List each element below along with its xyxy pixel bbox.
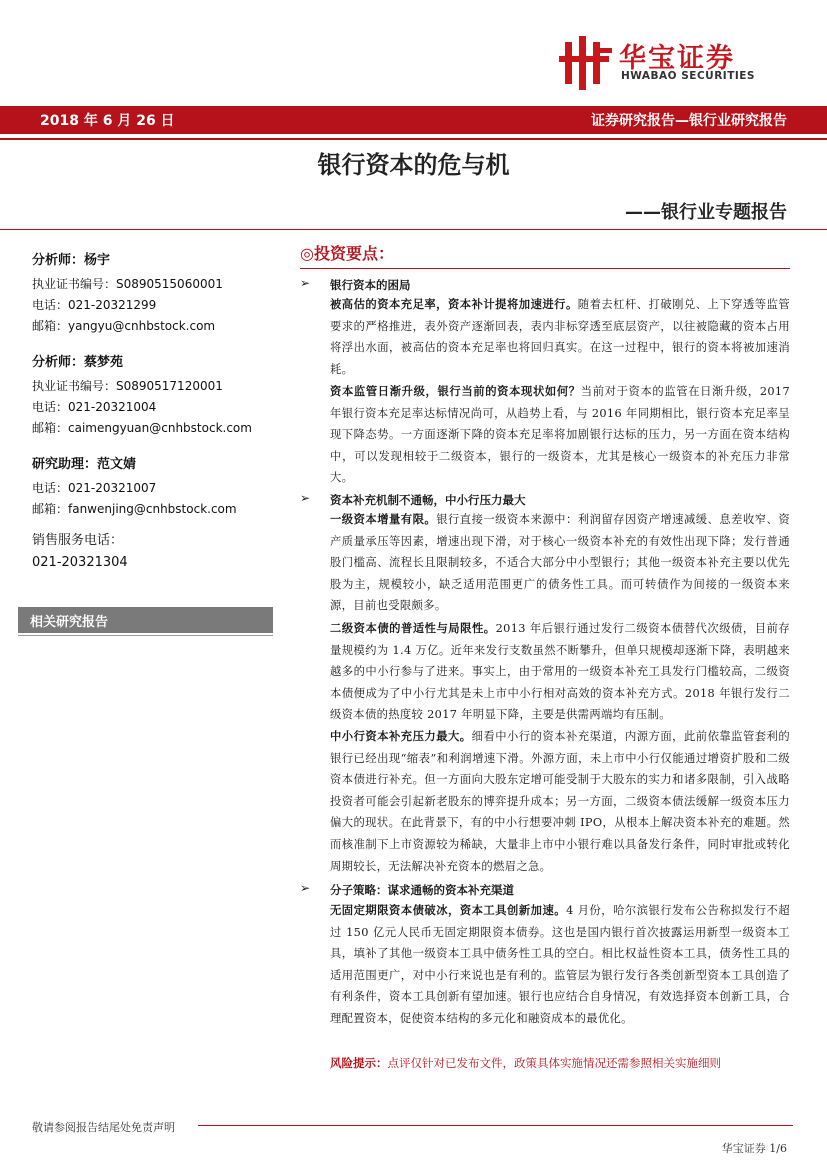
- assistant-name: 研究助理：范文婧: [32, 457, 137, 472]
- analyst-name: 分析师：杨宇: [32, 253, 111, 268]
- brand-name-en: HWABAO SECURITIES: [621, 70, 755, 82]
- risk-notice: [330, 1055, 721, 1071]
- title-divider: [0, 229, 827, 230]
- paragraph: [330, 726, 790, 877]
- related-reports-header[interactable]: [18, 607, 273, 633]
- section-heading: 资本补充机制不通畅，中小行压力最大: [330, 493, 526, 507]
- paragraph: [330, 381, 790, 489]
- paragraph-text: 2013 年后银行通过发行二级资本债替代次级债，目前存量规模约为 1.4 万亿。近年来发行支数虽然不断攀升，但单只规模却逐渐下降，表明越来越多的中小行参与了进来。事实上，由于常用的一级资本补充工具发行门槛较高，二级资本债便成为了中小行尤其是未上市中小行相对高效的资本补充方式。2018 年银行发行二级资本债的热度较 2017 年明显下降，主要是供需两端均有压制。: [330, 622, 791, 722]
- analyst-phone: 电话：021-20321299: [32, 298, 157, 312]
- header-divider: [0, 138, 827, 140]
- page-subtitle: ——银行业专题报告: [625, 202, 787, 223]
- hwabao-logo-icon: [559, 32, 615, 92]
- paragraph-lead: 被高估的资本充足率，资本补计提将加速进行。: [330, 297, 578, 311]
- disclaimer-note: 敬请参阅报告结尾处免责声明: [32, 1121, 175, 1134]
- analyst-sidebar: [32, 247, 277, 574]
- paragraph-lead: 一级资本增量有限。: [330, 512, 437, 526]
- analyst-email[interactable]: 邮箱：caimengyuan@cnhbstock.com: [32, 421, 252, 435]
- analyst-phone: 电话：021-20321004: [32, 400, 157, 414]
- paragraph-text: 银行直接一级资本来源中：利润留存因资产增速减缓、息差收窄、资产质量承压等因素，增速出现下滑，对于核心一级资本补充的有效性出现下降；发行普通股门槛高、流程长且限制较多，不适合大部分中小型银行；其他一级资本补充主要以优先股为主，规模较小，缺乏适用范围更广的债务性工具。而可转债作为间接的一级资本来源，目前也受限颇多。: [330, 513, 790, 613]
- paragraph: [330, 900, 790, 1030]
- analyst-card: [32, 349, 277, 439]
- paragraph: [330, 618, 790, 726]
- page-number: 华宝证券 1/6: [721, 1142, 787, 1155]
- report-date: 2018 年 6 月 26 日: [40, 113, 175, 129]
- analyst-card: [32, 247, 277, 337]
- paragraph-text: 4 月份，哈尔滨银行发布公告称拟发行不超过 150 亿元人民币无固定期限资本债券。这也是国内银行首次披露运用新型一级资本工具，填补了其他一级资本工具中债务性工具的空白。相比权益性资本工具，债务性工具的适用范围更广，对中小行来说也是有利的。监管层为银行发行各类创新型资本工具创造了有利条件，资本工具创新有望加速。银行也应结合自身情况，有效选择资本创新工具，合理配置资本，促使资本结构的多元化和融资成本的最优化。: [330, 904, 790, 1025]
- analyst-email[interactable]: 邮箱：yangyu@cnhbstock.com: [32, 319, 216, 333]
- section-heading: 分子策略：谋求通畅的资本补充渠道: [330, 883, 514, 897]
- analyst-cert: 执业证书编号：S0890517120001: [32, 379, 223, 393]
- paragraph-lead: 无固定期限资本债破冰，资本工具创新加速。: [330, 903, 567, 917]
- risk-text: 点评仅针对已发布文件，政策具体实施情况还需参照相关实施细则: [387, 1056, 721, 1070]
- bullet-icon: ➢: [300, 491, 311, 505]
- brand-logo: [559, 32, 799, 92]
- paragraph-text: 当前对于资本的监管在日渐升级，2017 年银行资本充足率达标情况尚可，从趋势上看，与 2016 年同期相比，银行资本充足率呈现下降态势。一方面逐渐下降的资本充足率将加剧银行达标的压力，另一方面在资本结构中，可以发现相较于二级资本，银行的一级资本，尤其是核心一级资本的补充压力非常大。: [330, 385, 790, 485]
- risk-label: 风险提示：: [330, 1056, 388, 1070]
- footer-divider: [198, 1125, 793, 1126]
- analyst-cert: 执业证书编号：S0890515060001: [32, 277, 223, 291]
- bullet-icon: ➢: [300, 276, 311, 290]
- paragraph-text: 细看中小行的资本补充渠道，内源方面，此前依靠监管套利的银行已经出现“缩表”和利润增速下滑。外源方面，未上市中小行仅能通过增资扩股和二级资本债进行补充。但一方面向大股东定增可能受制于大股东的实力和诸多限制，引入战略投资者可能会引起新老股东的博弈提升成本；另一方面，二级资本债法缓解一级资本压力偏大的现状。在此背景下，有的中小行想要冲刺 IPO，从根本上解决资本补充的难题。然而核准制下上市资源较为稀缺，大量非上市中小银行难以具备发行条件，同时审批或转化周期较长，无法解决补充资本的燃眉之急。: [330, 730, 791, 873]
- brand-name-cn: 华宝证券: [619, 43, 735, 74]
- sales-phone: 021-20321304: [32, 555, 128, 570]
- assistant-card: [32, 451, 277, 520]
- related-divider: [18, 635, 273, 636]
- paragraph: [330, 509, 790, 617]
- assistant-phone: 电话：021-20321007: [32, 481, 157, 495]
- section-heading: 银行资本的困局: [330, 278, 411, 292]
- highlights-divider: [300, 268, 790, 269]
- page-title: 银行资本的危与机: [317, 151, 510, 179]
- paragraph: [330, 294, 790, 380]
- paragraph-text: 随着去杠杆、打破刚兑、上下穿透等监管要求的严格推进，表外资产逐渐回表，表内非标穿透至底层资产，以往被隐藏的资本占用将浮出水面，被高估的资本充足率也将回归真实。在这一过程中，银行的资本将被加速消耗。: [330, 298, 790, 376]
- paragraph-lead: 资本监管日渐升级，银行当前的资本现状如何？: [330, 384, 581, 398]
- related-reports-label: 相关研究报告: [30, 615, 109, 630]
- paragraph-lead: 中小行资本补充压力最大。: [330, 729, 472, 743]
- report-type: 证券研究报告—银行业研究报告: [591, 113, 787, 129]
- analyst-name: 分析师：蔡梦苑: [32, 355, 124, 370]
- assistant-email[interactable]: 邮箱：fanwenjing@cnhbstock.com: [32, 502, 237, 516]
- investment-highlights-heading: ◎投资要点：: [300, 244, 394, 263]
- paragraph-lead: 二级资本债的普适性与局限性。: [330, 621, 496, 635]
- sales-label: 销售服务电话：: [32, 533, 124, 548]
- bullet-icon: ➢: [300, 881, 311, 895]
